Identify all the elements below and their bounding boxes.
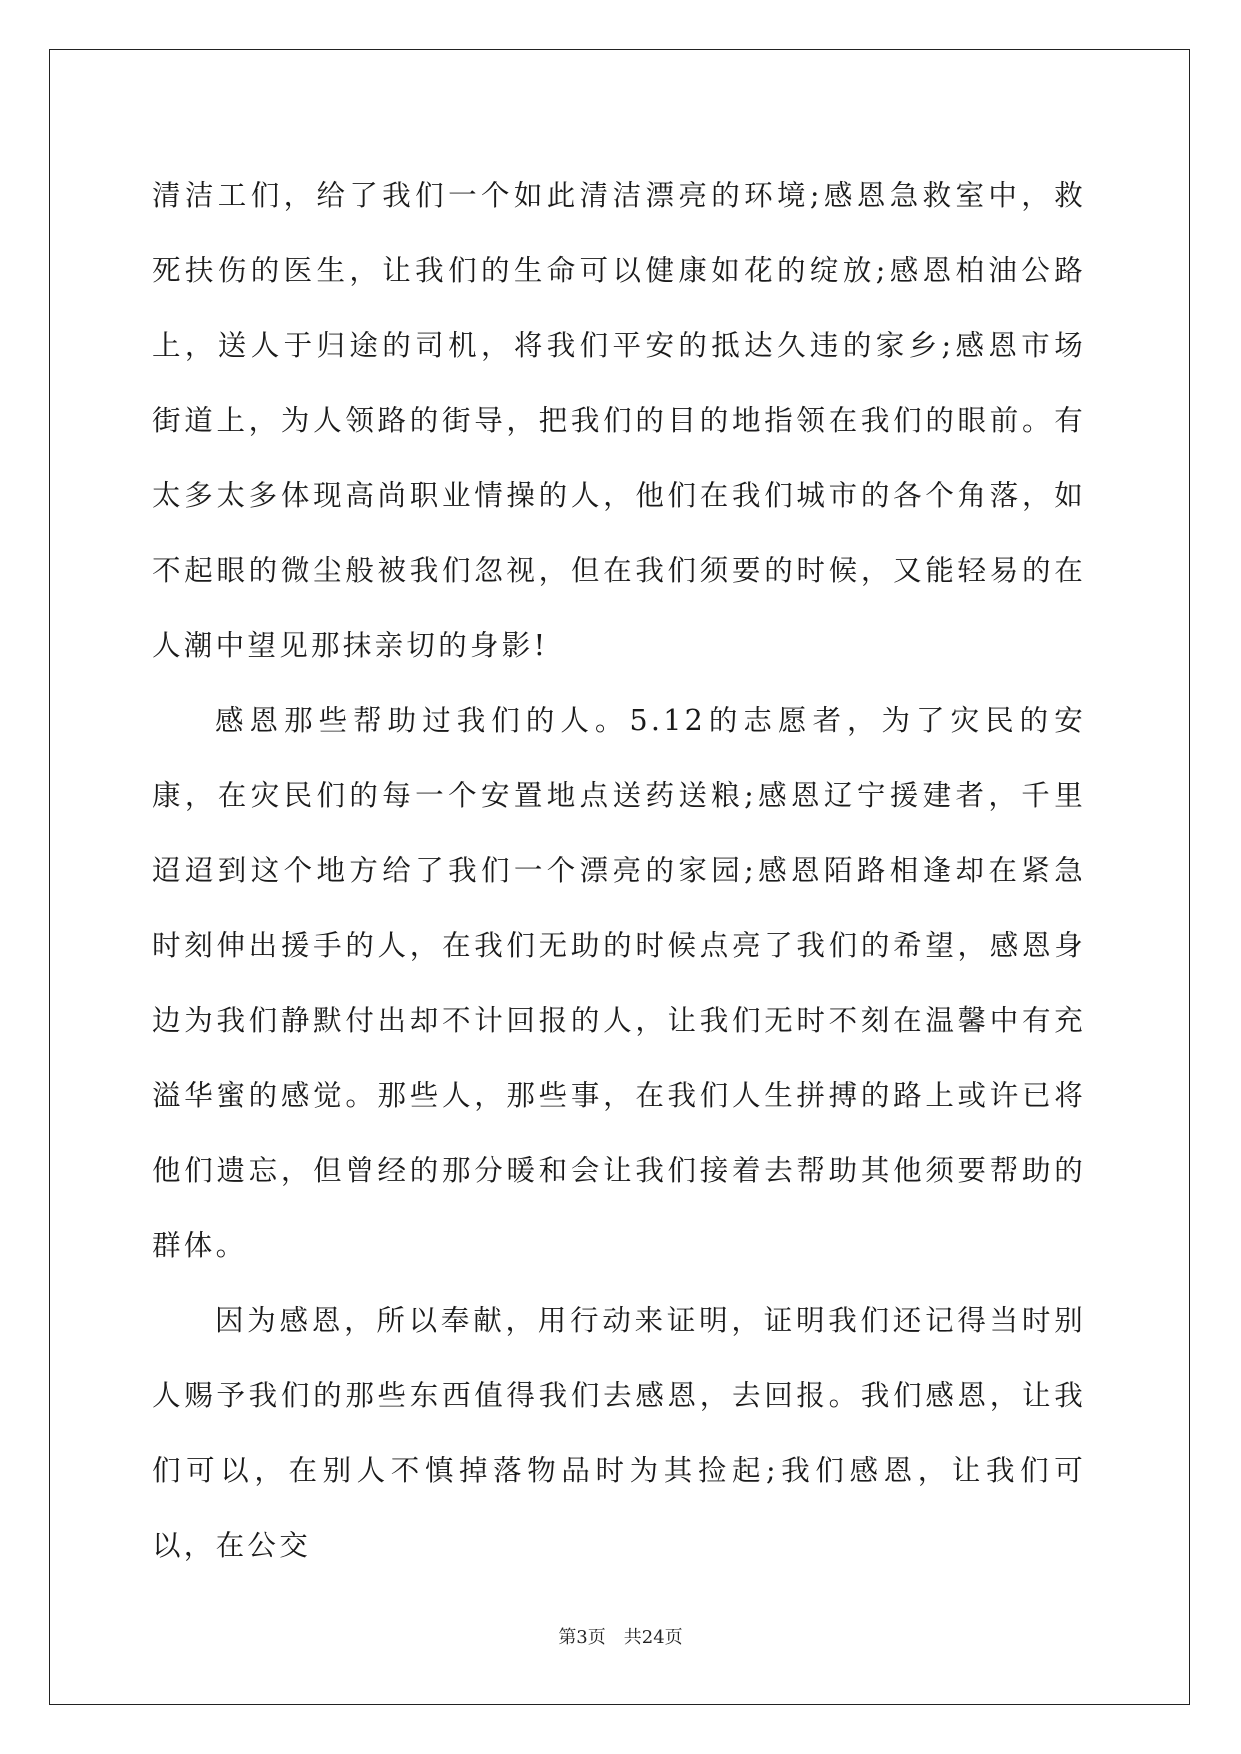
- page-footer: [0, 1623, 1241, 1649]
- paragraph-3: 因为感恩，所以奉献，用行动来证明，证明我们还记得当时别人赐予我们的那些东西值得我们去感恩，去回报。我们感恩，让我们可以，在别人不慎掉落物品时为其捡起;我们感恩，让我们可以，在公交: [152, 1304, 1086, 1562]
- page-number: 第3页: [558, 1627, 606, 1648]
- paragraph-1: 清洁工们，给了我们一个如此清洁漂亮的环境;感恩急救室中，救死扶伤的医生，让我们的生命可以健康如花的绽放;感恩柏油公路上，送人于归途的司机，将我们平安的抵达久违的家乡;感恩市场街道上，为人领路的街导，把我们的目的地指领在我们的眼前。有太多太多体现高尚职业情操的人，他们在我们城市的各个角落，如不起眼的微尘般被我们忽视，但在我们须要的时候，又能轻易的在人潮中望见那抹亲切的身影!: [152, 179, 1086, 662]
- page-total: 共24页: [623, 1627, 683, 1648]
- paragraph-2: 感恩那些帮助过我们的人。5.12的志愿者，为了灾民的安康，在灾民们的每一个安置地点送药送粮;感恩辽宁援建者，千里迢迢到这个地方给了我们一个漂亮的家园;感恩陌路相逢却在紧急时刻伸出援手的人，在我们无助的时候点亮了我们的希望，感恩身边为我们静默付出却不计回报的人，让我们无时不刻在温馨中有充溢华蜜的感觉。那些人，那些事，在我们人生拼搏的路上或许已将他们遗忘，但曾经的那分暖和会让我们接着去帮助其他须要帮助的群体。: [152, 704, 1086, 1262]
- document-body: [152, 158, 1086, 1583]
